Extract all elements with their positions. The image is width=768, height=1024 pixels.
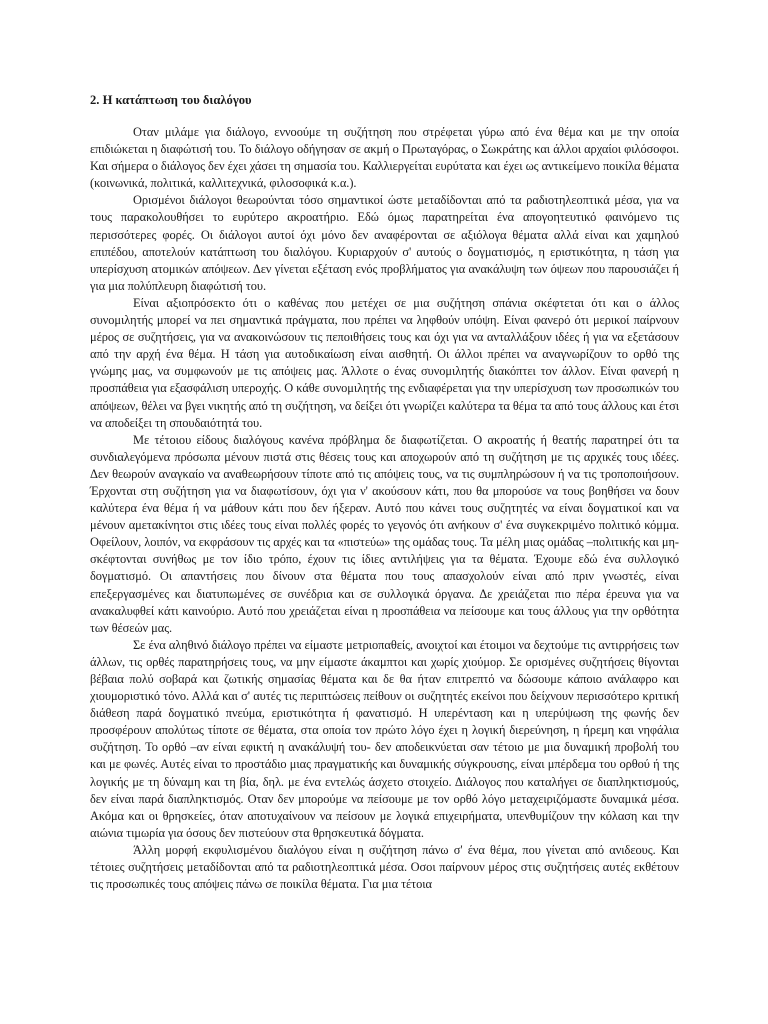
paragraph-2: Ορισμένοι διάλογοι θεωρούνται τόσο σημαντικοί ώστε μεταδίδονται από τα ραδιοτηλεοπτικά μέσα, για να τους παρακολουθήσει το ευρύτερο ακροατήριο. Εδώ όμως παρατηρείται ένα απογοητευτικό φαινόμενο τις περισσότερες φορές. Οι διάλογοι αυτοί όχι μόνο δεν αναφέρονται σε αξιόλογα θέματα αλλά είναι και χαμηλού επιπέδου, αποτελούν κατάπτωση του διαλόγου. Κυριαρχούν σ' αυτούς ο δογματισμός, η εριστικότητα, η τάση για υπερίσχυση ατομικών απόψεων. Δεν γίνεται εξέταση ενός προβλήματος για ανακάλυψη των όψεων που παρουσιάζει ή για μια πολύπλευρη διαφώτισή του.: [90, 193, 679, 293]
paragraph-4: Με τέτοιου είδους διαλόγους κανένα πρόβλημα δε διαφωτίζεται. Ο ακροατής ή θεατής παρατηρεί ότι τα συνδιαλεγόμενα πρόσωπα μένουν πιστά στις θέσεις τους και αποχωρούν από τη συζήτηση με τις αρχικές τους ιδέες. Δεν θεωρούν αναγκαίο να αναθεωρήσουν τίποτε από τις απόψεις τους, να τις συμπληρώσουν ή να τις τροποποιήσουν. Έρχονται στη συζήτηση για να διαφωτίσουν, όχι για ν' ακούσουν κάτι, που θα μπορούσε να τους βοηθήσει να δουν καλύτερα ένα θέμα ή να μάθουν κάτι που δεν ήξεραν. Αυτό που κάνει τους συζητητές να είναι δογματικοί και να μένουν αμετακίνητοι στις ιδέες τους είναι πολλές φορές το γεγονός ότι ανήκουν σ' ένα συγκεκριμένο πολιτικό κόμμα. Οφείλουν, λοιπόν, να εκφράσουν τις αρχές και τα «πιστεύω» της ομάδας τους. Τα μέλη μιας ομάδας –πολιτικής και μη- σκέφτονται συνήθως με τον ίδιο τρόπο, έχουν τις ίδιες αντιλήψεις για τα θέματα. Έχουμε εδώ ένα συλλογικό δογματισμό. Οι απαντήσεις που δίνουν στα θέματα που τους απασχολούν είναι από πριν γνωστές, είναι επεξεργασμένες και διατυπωμένες σε συνέδρια και σε συλλογικά όργανα. Δε χρειάζεται πιο πέρα έρευνα για να ανακαλυφθεί κάτι καινούριο. Αυτό που χρειάζεται είναι η προσπάθεια να πείσουμε και τους άλλους για την ορθότητα των θέσεών μας.: [90, 432, 679, 635]
paragraph-3: Είναι αξιοπρόσεκτο ότι ο καθένας που μετέχει σε μια συζήτηση σπάνια σκέφτεται ότι και ο άλλος συνομιλητής μπορεί να πει σημαντικά πράγματα, που πρέπει να ληφθούν υπόψη. Είναι φανερό ότι μερικοί παίρνουν μέρος σε συζητήσεις, για να ανακοινώσουν τις πεποιθήσεις τους και όχι για να ανταλλάξουν ιδέες ή για να εξετάσουν από την αρχή ένα θέμα. Η τάση για αυτοδικαίωση είναι αισθητή. Οι άλλοι πρέπει να αναγνωρίζουν το ορθό της γνώμης μας, να συμφωνούν με τις απόψεις μας. Άλλοτε ο ένας συνομιλητής διακόπτει τον άλλον. Είναι φανερή η προσπάθεια για εξασφάλιση υπεροχής. Ο κάθε συνομιλητής της ενδιαφέρεται για την υπερίσχυση των προσωπικών του απόψεων, θέλει να βγει νικητής από τη συζήτηση, να δείξει ότι γνωρίζει καλύτερα τα θέμα τα από τους άλλους και έτσι να αποδείξει τη σπουδαιότητά του.: [90, 295, 679, 430]
section-heading: 2. Η κατάπτωση του διαλόγου: [90, 93, 252, 107]
paragraph-5: Σε ένα αληθινό διάλογο πρέπει να είμαστε μετριοπαθείς, ανοιχτοί και έτοιμοι να δεχτούμε τις αντιρρήσεις των άλλων, τις ορθές παρατηρήσεις τους, να μην είμαστε άκαμπτοι και χωρίς χιούμορ. Σε ορισμένες συζητήσεις θίγονται βέβαια πολύ σοβαρά και ζωτικής σημασίας θέματα και δε θα ήταν επιτρεπτό να δώσουμε κάποιο ανάλαφρο και χιουμοριστικό τόνο. Αλλά και σ' αυτές τις περιπτώσεις πείθουν οι συζητητές εκείνοι που δείχνουν περισσότερο κριτική διάθεση παρά δογματικό πνεύμα, εριστικότητα ή φανατισμό. Η υπερένταση και η υπερύψωση της φωνής δεν προσφέρουν απολύτως τίποτε σε θέματα, στα οποία τον πρώτο λόγο έχει η λογική διερεύνηση, η ήρεμη και νηφάλια συζήτηση. Το ορθό –αν είναι εφικτή η ανακάλυψή του- δεν αποδεικνύεται σαν τέτοιο με μια δυναμική προβολή του και με φωνές. Αυτές είναι το προστάδιο μιας πραγματικής και δυναμικής σύγκρουσης, είναι μπέρδεμα του ορθού ή της λογικής με τη δύναμη και τη βία, δηλ. με ένα εντελώς άσχετο στοιχείο. Διάλογος που καταλήγει σε διαπληκτισμούς, δεν είναι παρά διαπληκτισμός. Οταν δεν μπορούμε να πείσουμε με τον ορθό λόγο μεταχειριζόμαστε δυναμικά μέσα. Ακόμα και οι θρησκείες, όταν αποτυχαίνουν να πείσουν με λογικά επιχειρήματα, υπενθυμίζουν την κόλαση και την αιώνια τιμωρία για όσους δεν πιστεύουν στα θρησκευτικά δόγματα.: [90, 637, 679, 840]
document-page: [90, 92, 679, 893]
paragraph-6: Άλλη μορφή εκφυλισμένου διαλόγου είναι η συζήτηση πάνω σ' ένα θέμα, που γίνεται από ανιδεους. Και τέτοιες συζητήσεις μεταδίδονται από τα ραδιοτηλεοπτικά μέσα. Οσοι παίρνουν μέρος στις συζητήσεις αυτές εκθέτουν τις προσωπικές τους απόψεις πάνω σε ποικίλα θέματα. Για μια τέτοια: [90, 842, 679, 892]
paragraph-1: Οταν μιλάμε για διάλογο, εννοούμε τη συζήτηση που στρέφεται γύρω από ένα θέμα και με την οποία επιδιώκεται η διαφώτισή του. Το διάλογο οδήγησαν σε ακμή ο Πρωταγόρας, ο Σωκράτης και άλλοι αρχαίοι φιλόσοφοι. Και σήμερα ο διάλογος δεν έχει χάσει τη σημασία του. Καλλιεργείται ευρύτατα και έχει ως αντικείμενο ποικίλα θέματα (κοινωνικά, πολιτικά, καλλιτεχνικά, φιλοσοφικά κ.α.).: [90, 125, 679, 191]
